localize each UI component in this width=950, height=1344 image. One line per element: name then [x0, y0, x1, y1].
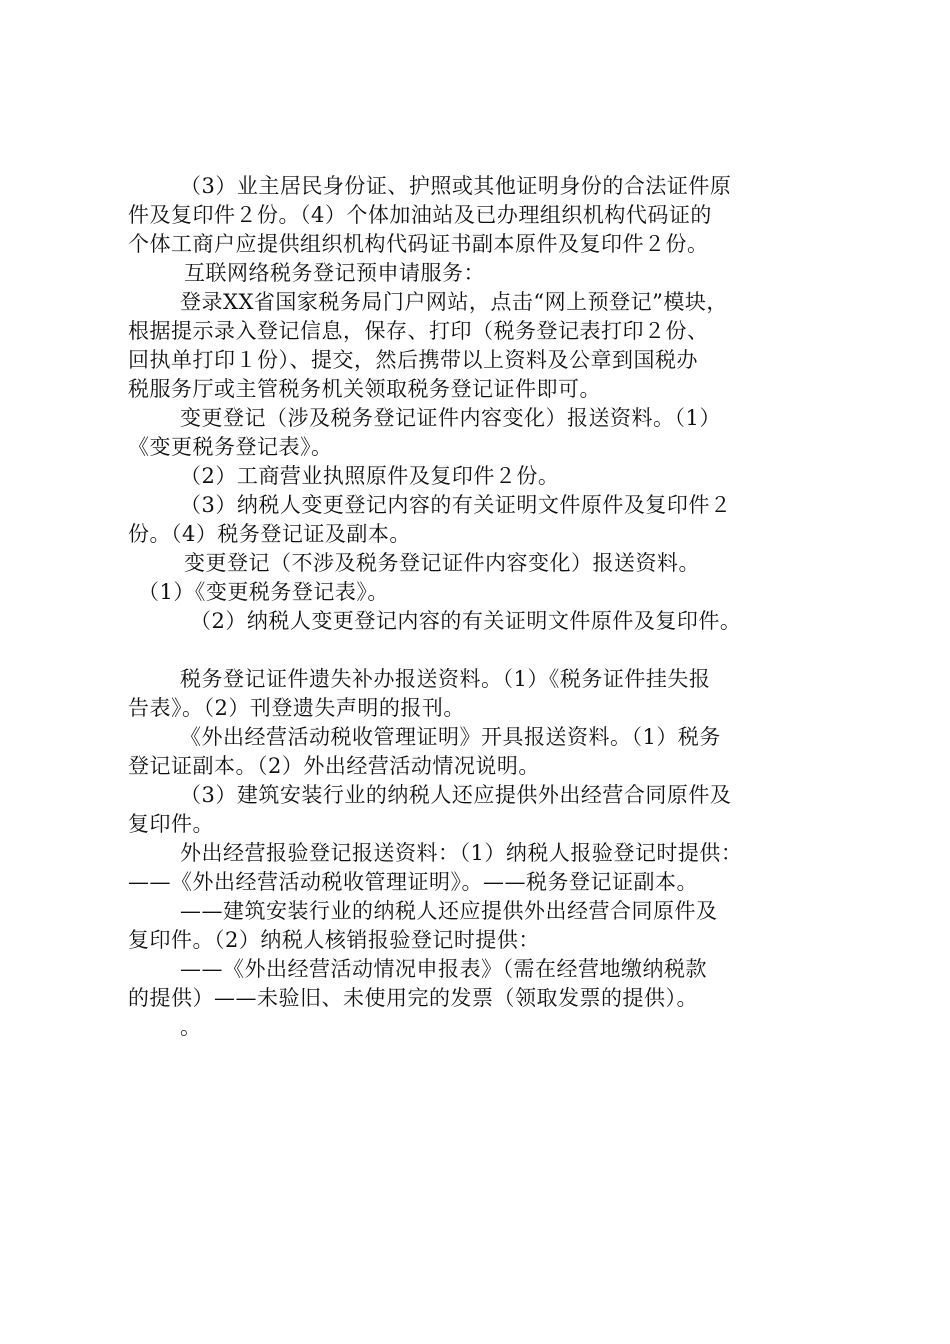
paragraph-line: 份。（4）税务登记证及副本。	[128, 522, 411, 546]
paragraph-line: 税服务厅或主管税务机关领取税务登记证件即可。	[128, 377, 601, 401]
paragraph-line: （1）《变更税务登记表》。	[138, 580, 389, 604]
paragraph-line: 告表》。（2）刊登遗失声明的报刊。	[128, 696, 465, 720]
paragraph-line: ——建筑安装行业的纳税人还应提供外出经营合同原件及	[180, 899, 718, 923]
paragraph-line: 《外出经营活动税收管理证明》开具报送资料。（1）税务	[180, 725, 721, 749]
paragraph-line: 互联网络税务登记预申请服务：	[184, 261, 485, 285]
paragraph-line: 变更登记（不涉及税务登记证件内容变化）报送资料。	[184, 551, 700, 575]
paragraph-line: 登记证副本。（2）外出经营活动情况说明。	[128, 754, 540, 778]
paragraph-line: （3）建筑安装行业的纳税人还应提供外出经营合同原件及	[180, 783, 732, 807]
paragraph-line: （3）业主居民身份证、护照或其他证明身份的合法证件原	[180, 174, 732, 198]
paragraph-line: 变更登记（涉及税务登记证件内容变化）报送资料。（1）	[180, 406, 721, 430]
paragraph-line: 外出经营报验登记报送资料：（1）纳税人报验登记时提供：	[180, 841, 743, 865]
paragraph-line: 回执单打印１份）、提交，然后携带以上资料及公章到国税办	[128, 348, 698, 372]
paragraph-line: 税务登记证件遗失补办报送资料。（1）《税务证件挂失报	[180, 667, 711, 691]
paragraph-line: 根据提示录入登记信息，保存、打印（税务登记表打印２份、	[128, 319, 709, 343]
paragraph-line: ——《外出经营活动情况申报表》（需在经营地缴纳税款	[180, 957, 707, 981]
paragraph-line: 《变更税务登记表》。	[128, 435, 333, 459]
paragraph-line: 复印件。（2）纳税人核销报验登记时提供：	[128, 928, 540, 952]
paragraph-line: 的提供）——未验旧、未使用完的发票（领取发票的提供）。	[128, 986, 698, 1010]
paragraph-line: （3）纳税人变更登记内容的有关证明文件原件及复印件２	[180, 493, 732, 517]
paragraph-line: 个体工商户应提供组织机构代码证书副本原件及复印件２份。	[128, 232, 709, 256]
paragraph-line: （2）工商营业执照原件及复印件２份。	[180, 464, 560, 488]
paragraph-line: （2）纳税人变更登记内容的有关证明文件原件及复印件。	[190, 609, 742, 633]
paragraph-line: 登录XX省国家税务局门户网站，点击“网上预登记”模块，	[180, 290, 728, 314]
paragraph-line: 。	[180, 1015, 202, 1039]
body-text	[128, 172, 848, 1042]
paragraph-line: ——《外出经营活动税收管理证明》。——税务登记证副本。	[128, 870, 698, 894]
paragraph-line: 复印件。	[128, 812, 214, 836]
blank-line	[128, 636, 848, 665]
paragraph-line: 件及复印件２份。（4）个体加油站及已办理组织机构代码证的	[128, 203, 712, 227]
